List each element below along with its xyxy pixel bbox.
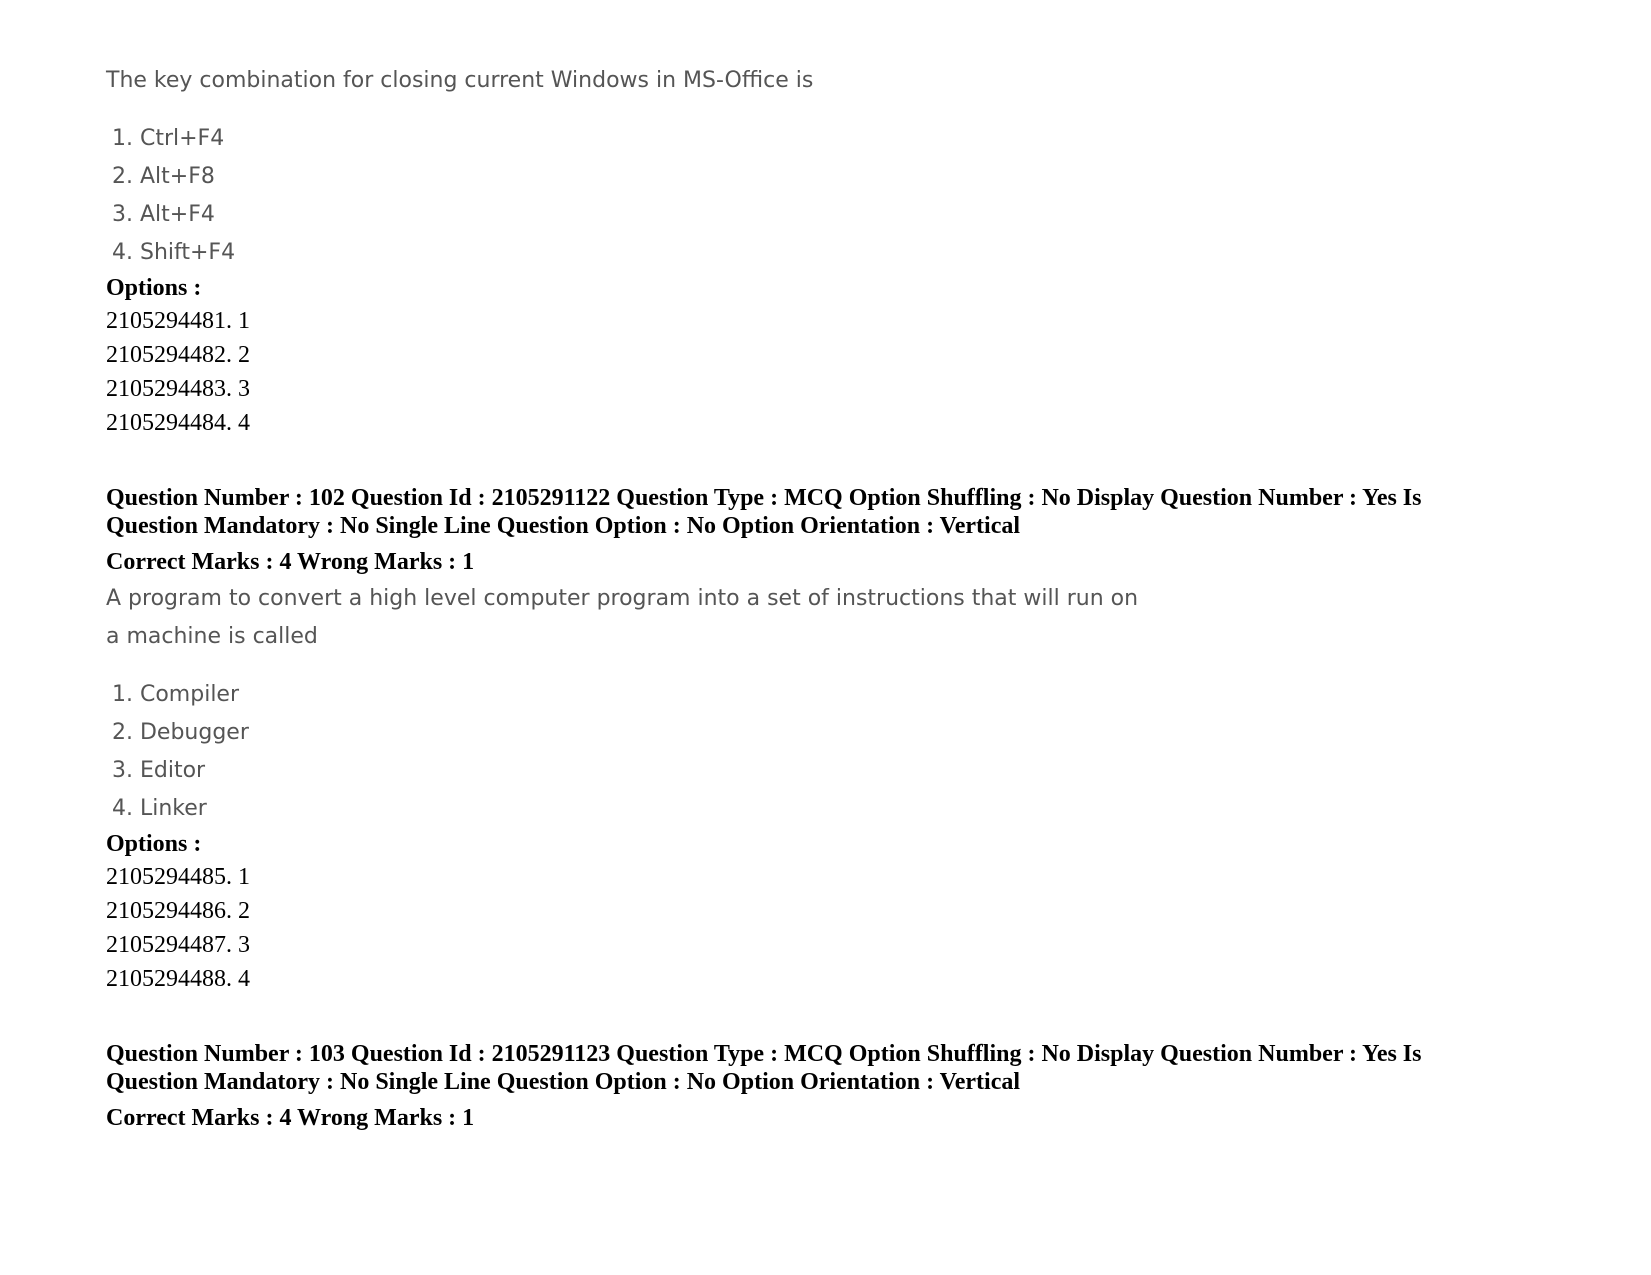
choice-item: 2. Debugger	[112, 720, 249, 745]
question-text: A program to convert a high level computer program into a set of instructions that will run on	[106, 586, 1139, 611]
option-id-row: 2105294486. 2	[106, 898, 250, 924]
option-id-row: 2105294485. 1	[106, 864, 250, 890]
choice-item: 4. Linker	[112, 796, 207, 821]
question-text: a machine is called	[106, 624, 318, 649]
options-label: Options :	[106, 275, 202, 301]
question-text: The key combination for closing current Windows in MS-Office is	[106, 68, 814, 93]
option-id-row: 2105294483. 3	[106, 376, 250, 402]
options-label: Options :	[106, 831, 202, 857]
choice-item: 3. Editor	[112, 758, 206, 783]
exam-page	[106, 62, 1526, 1134]
option-id-row: 2105294482. 2	[106, 342, 250, 368]
question-meta-line: Question Mandatory : No Single Line Question Option : No Option Orientation : Vertical	[106, 1069, 1021, 1095]
answer-choices	[106, 120, 1526, 272]
option-id-row: 2105294487. 3	[106, 932, 250, 958]
question-102-section	[106, 484, 1526, 996]
question-meta-line: Question Mandatory : No Single Line Question Option : No Option Orientation : Vertical	[106, 513, 1021, 539]
option-id-row: 2105294488. 4	[106, 966, 250, 992]
answer-choices	[106, 676, 1526, 828]
option-id-row: 2105294481. 1	[106, 308, 250, 334]
marks-line: Correct Marks : 4 Wrong Marks : 1	[106, 1105, 475, 1131]
question-101-section	[106, 62, 1526, 440]
question-meta-line: Question Number : 103 Question Id : 2105291123 Question Type : MCQ Option Shuffling : No Display Question Number : Yes Is	[106, 1041, 1422, 1067]
question-meta-line: Question Number : 102 Question Id : 2105291122 Question Type : MCQ Option Shuffling : No Display Question Number : Yes Is	[106, 485, 1422, 511]
choice-item: 1. Compiler	[112, 682, 240, 707]
option-id-row: 2105294484. 4	[106, 410, 250, 436]
choice-item: 2. Alt+F8	[112, 164, 215, 189]
question-103-section	[106, 1040, 1526, 1134]
choice-item: 4. Shift+F4	[112, 240, 236, 265]
choice-item: 3. Alt+F4	[112, 202, 215, 227]
choice-item: 1. Ctrl+F4	[112, 126, 225, 151]
marks-line: Correct Marks : 4 Wrong Marks : 1	[106, 549, 475, 575]
